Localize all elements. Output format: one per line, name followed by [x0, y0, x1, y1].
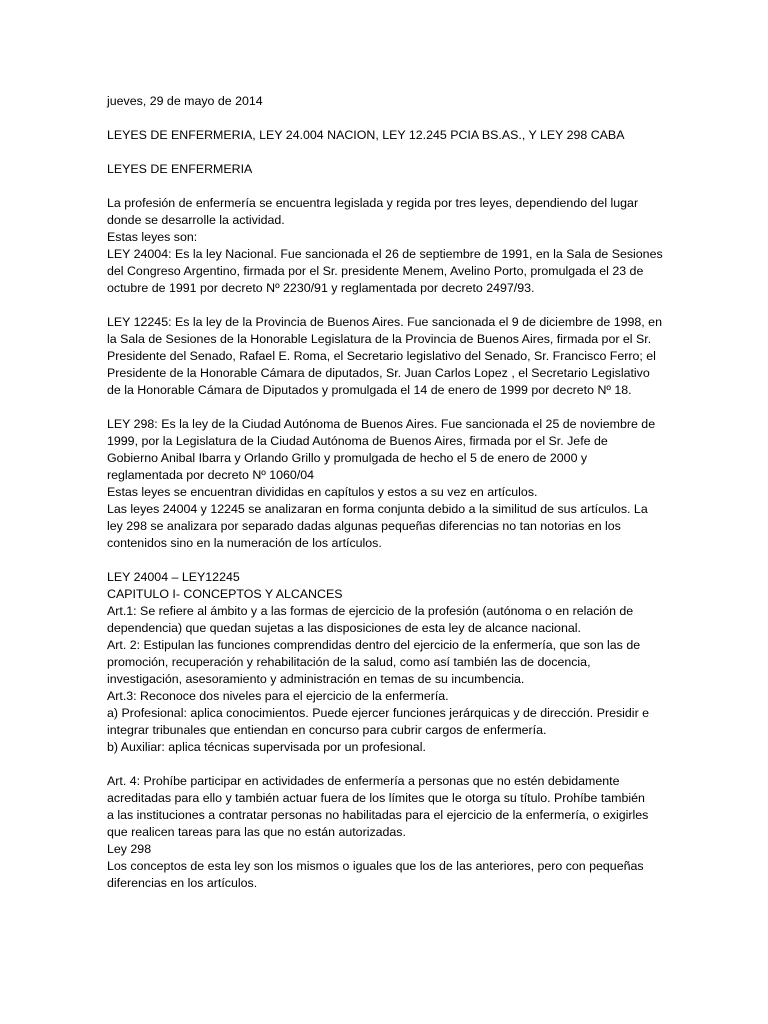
- text-line: La profesión de enfermería se encuentra legislada y regida por tres leyes, dependiendo del lugar: [107, 196, 639, 210]
- text-line: Presidente de la Honorable Cámara de diputados, Sr. Juan Carlos Lopez , el Secretario Legislativo: [107, 366, 650, 380]
- text-line: ley 298 se analizara por separado dadas algunas pequeñas diferencias no tan notorias en los: [107, 519, 621, 533]
- text-line: dependencia) que quedan sujetas a las disposiciones de esta ley de alcance nacional.: [107, 621, 581, 635]
- text-line: LEY 298: Es la ley de la Ciudad Autónoma de Buenos Aires. Fue sancionada el 25 de noviembre de: [107, 417, 656, 431]
- text-line: contenidos sino en la numeración de los artículos.: [107, 536, 382, 550]
- text-line: Los conceptos de esta ley son los mismos o iguales que los de las anteriores, pero con pequeñas: [107, 859, 644, 873]
- text-line: Art. 2: Estipulan las funciones comprendidas dentro del ejercicio de la enfermería, que son las de: [107, 638, 641, 652]
- text-line: LEY 24004 – LEY12245: [107, 570, 240, 584]
- document-date: jueves, 29 de mayo de 2014: [107, 94, 263, 108]
- text-line: Art.1: Se refiere al ámbito y a las formas de ejercicio de la profesión (autónoma o en relación de: [107, 604, 634, 618]
- paragraph-gap: [107, 297, 667, 314]
- text-line: Estas leyes son:: [107, 230, 198, 244]
- text-line: Presidente del Senado, Rafael E. Roma, el Secretario legislativo del Senado, Sr. Francisco Ferro; el: [107, 349, 656, 363]
- text-line: Gobierno Anibal Ibarra y Orlando Grillo y promulgada de hecho el 5 de enero de 2000 y: [107, 451, 588, 465]
- text-line: reglamentada por decreto Nº 1060/04: [107, 468, 315, 482]
- text-line: a) Profesional: aplica conocimientos. Puede ejercer funciones jerárquicas y de dirección. Presidir e: [107, 706, 650, 720]
- text-line: Art. 4: Prohíbe participar en actividades de enfermería a personas que no estén debidamente: [107, 774, 620, 788]
- text-line: b) Auxiliar: aplica técnicas supervisada por un profesional.: [107, 740, 426, 754]
- document-body: [107, 93, 667, 892]
- text-line: Las leyes 24004 y 12245 se analizaran en forma conjunta debido a la similitud de sus artículos. La: [107, 502, 648, 516]
- text-line: LEY 12245: Es la ley de la Provincia de Buenos Aires. Fue sancionada el 9 de diciembre de 1998, en: [107, 315, 662, 329]
- text-line: octubre de 1991 por decreto Nº 2230/91 y reglamentada por decreto 2497/93.: [107, 281, 535, 295]
- document-subheading: LEYES DE ENFERMERIA: [107, 162, 253, 176]
- text-line: CAPITULO I- CONCEPTOS Y ALCANCES: [107, 587, 343, 601]
- text-line: acreditadas para ello y también actuar fuera de los límites que le otorga su título. Prohíbe también: [107, 791, 645, 805]
- spacer: [107, 110, 667, 127]
- spacer: [107, 178, 667, 195]
- text-line: Ley 298: [107, 842, 152, 856]
- text-line: del Congreso Argentino, firmada por el Sr. presidente Menem, Avelino Porto, promulgada el 23 de: [107, 264, 644, 278]
- text-line: que realicen tareas para las que no están autorizadas.: [107, 825, 406, 839]
- text-line: LEY 24004: Es la ley Nacional. Fue sancionada el 26 de septiembre de 1991, en la Sala de Sesiones: [107, 247, 663, 261]
- text-line: a las instituciones a contratar personas no habilitadas para el ejercicio de la enfermería, o exigirles: [107, 808, 649, 822]
- spacer: [107, 144, 667, 161]
- text-line: de la Honorable Cámara de Diputados y promulgada el 14 de enero de 1999 por decreto Nº 18.: [107, 383, 632, 397]
- text-line: integrar tribunales que entiendan en concurso para cubrir cargos de enfermería.: [107, 723, 547, 737]
- paragraph-gap: [107, 399, 667, 416]
- paragraph-gap: [107, 756, 667, 773]
- document-text: [107, 195, 667, 892]
- text-line: la Sala de Sesiones de la Honorable Legislatura de la Provincia de Buenos Aires, firmada por el Sr.: [107, 332, 652, 346]
- document-heading: LEYES DE ENFERMERIA, LEY 24.004 NACION, LEY 12.245 PCIA BS.AS., Y LEY 298 CABA: [107, 128, 625, 142]
- text-line: donde se desarrolle la actividad.: [107, 213, 285, 227]
- text-line: diferencias en los artículos.: [107, 876, 258, 890]
- text-line: 1999, por la Legislatura de la Ciudad Autónoma de Buenos Aires, firmada por el Sr. Jefe de: [107, 434, 608, 448]
- text-line: Estas leyes se encuentran divididas en capítulos y estos a su vez en artículos.: [107, 485, 538, 499]
- text-line: promoción, recuperación y rehabilitación de la salud, como así también las de docencia,: [107, 655, 591, 669]
- paragraph-gap: [107, 552, 667, 569]
- text-line: Art.3: Reconoce dos niveles para el ejercicio de la enfermería.: [107, 689, 449, 703]
- text-line: investigación, asesoramiento y administración en temas de su incumbencia.: [107, 672, 525, 686]
